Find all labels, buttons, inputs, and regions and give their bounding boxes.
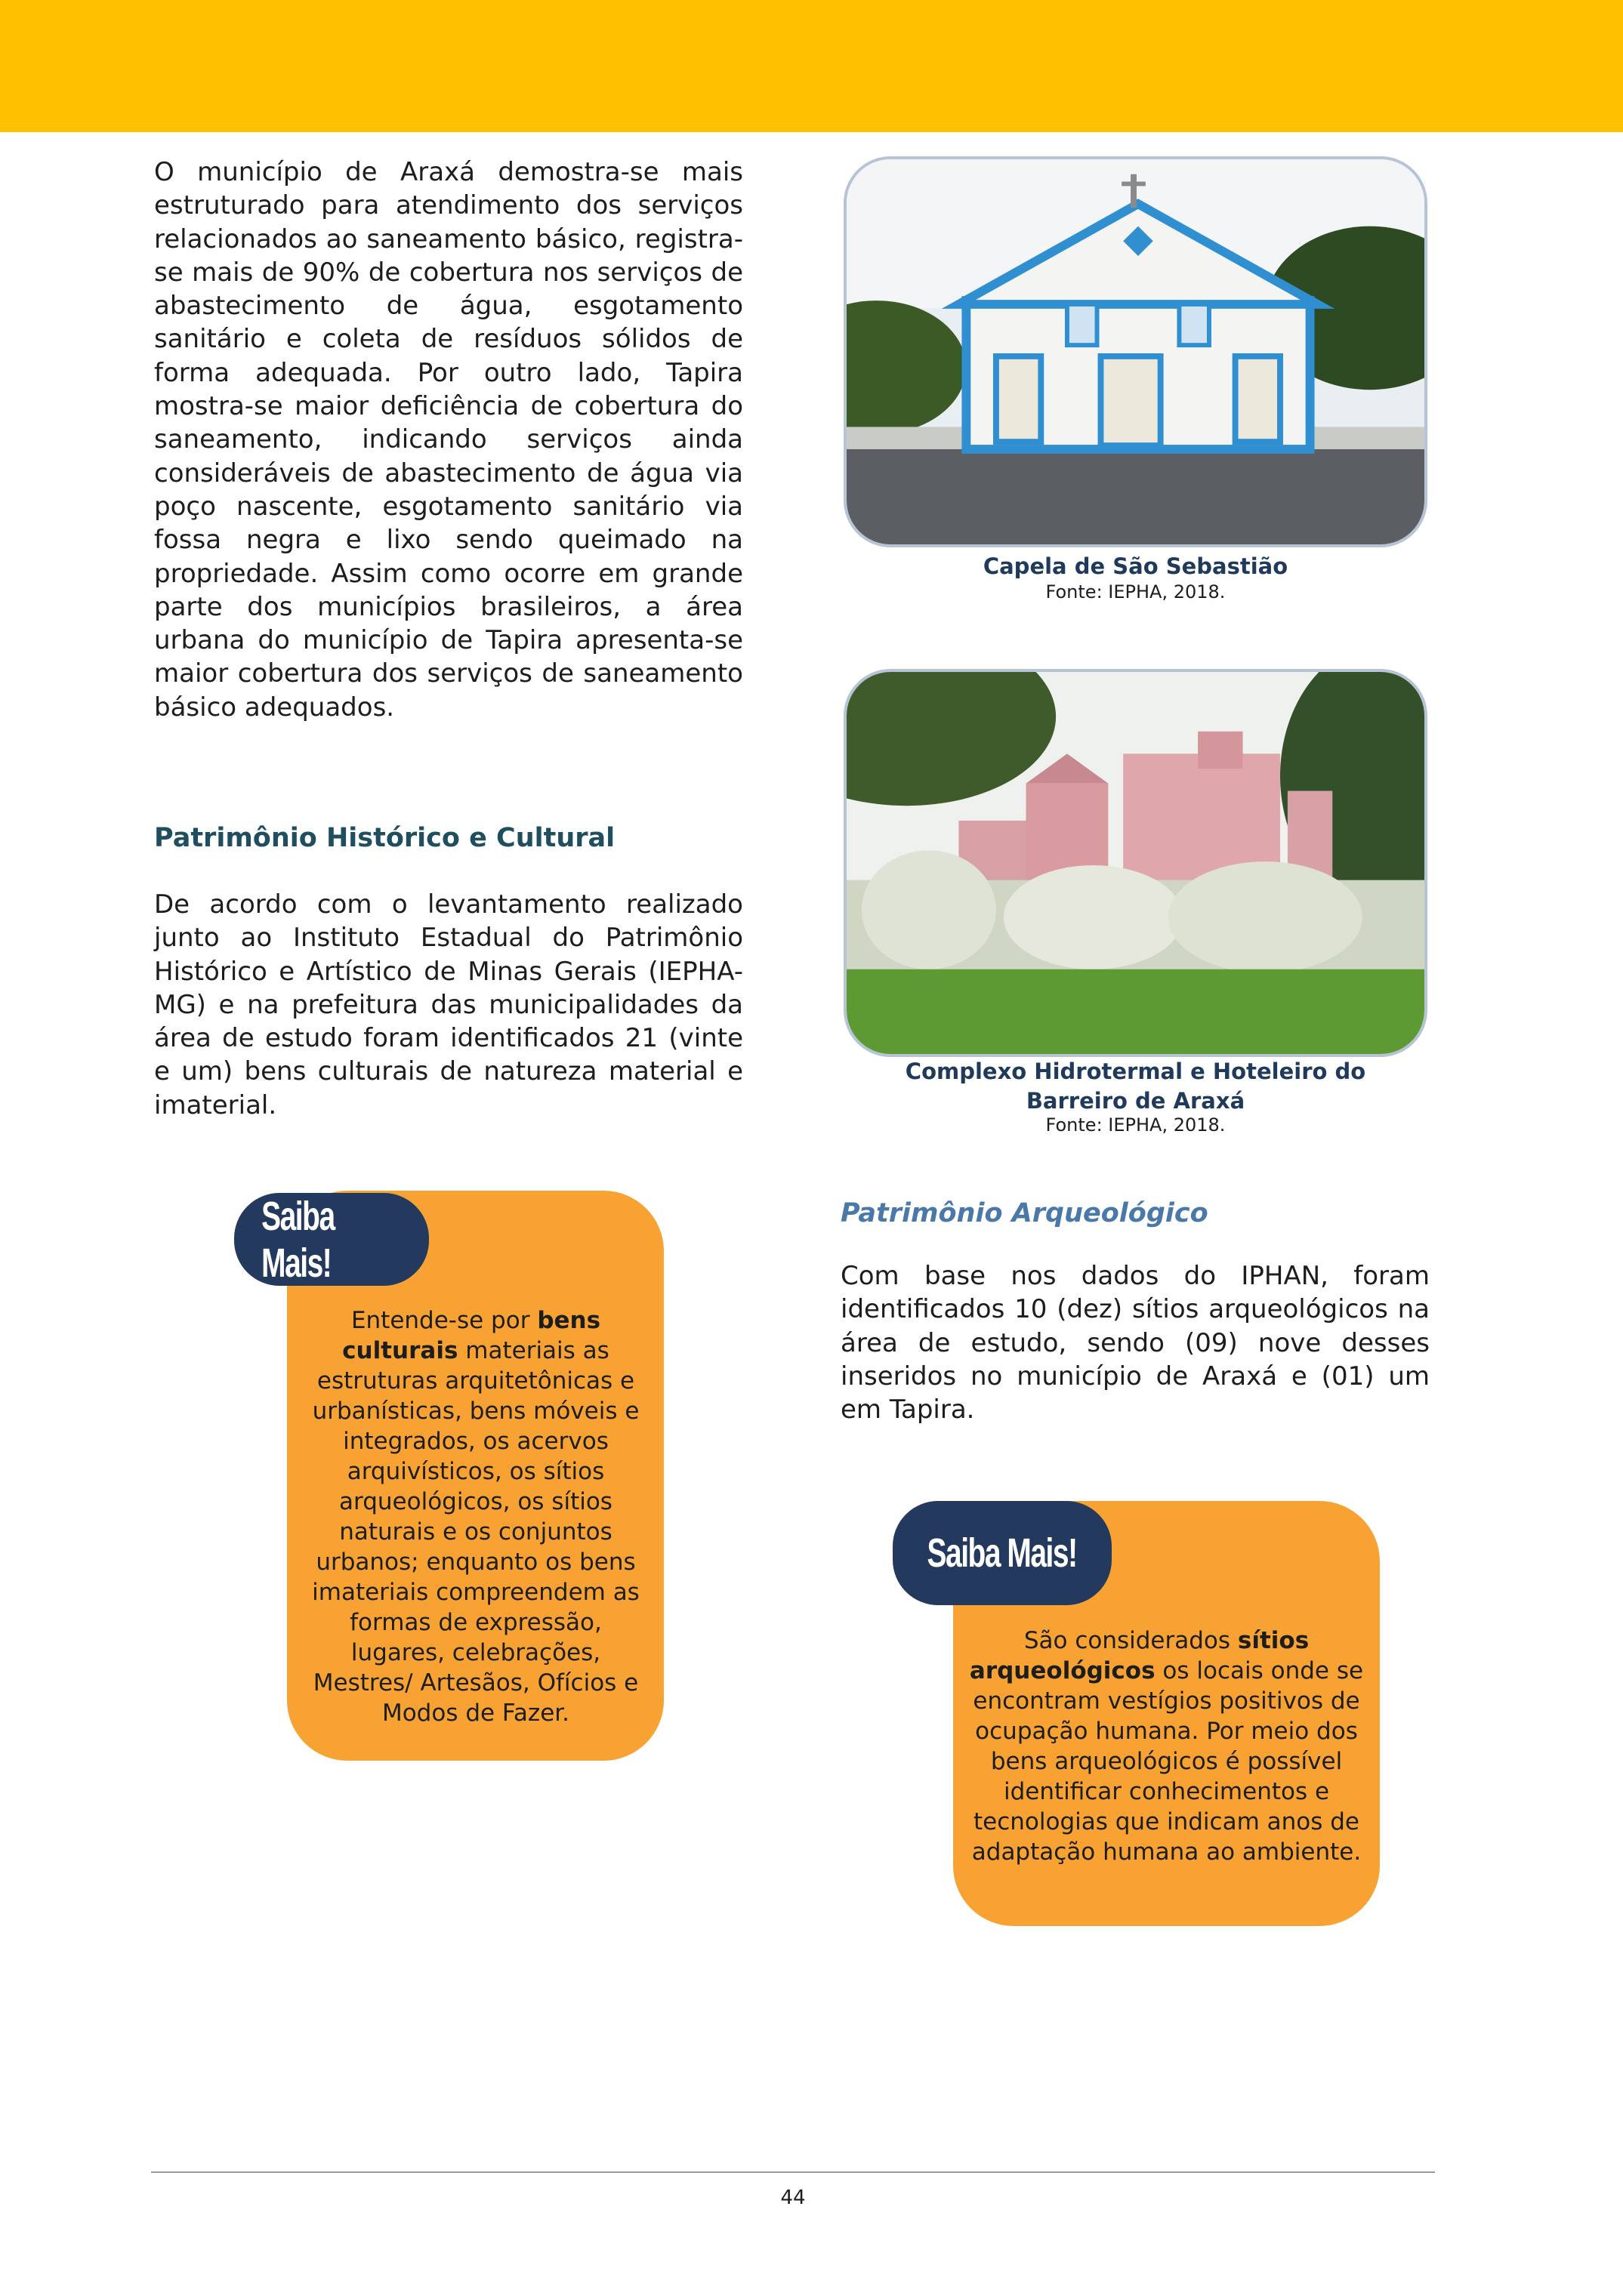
header-bar	[0, 0, 1623, 132]
saiba1-bold-term: bens culturais	[342, 1307, 601, 1364]
saiba1-post: materiais as estruturas arquitetônicas e urbanísticas, bens móveis e integrados, os acervos arquivísticos, os sítios arqueológicos, os sítios naturais e os conjuntos urbanos; enquanto os bens imateriais compreendem as formas de expressão, lugares, celebrações, Mestres/ Artesãos, Ofícios e Modos de Fazer.	[312, 1337, 640, 1727]
photo-capela-sao-sebastiao	[844, 156, 1427, 547]
source-capela: Fonte: IEPHA, 2018.	[1045, 581, 1226, 603]
intro-paragraph: O município de Araxá demostra-se mais estruturado para atendimento dos serviços relacionados ao saneamento básico, registra-se mais de 90% de cobertura nos serviços de abastecimento de água, esgotamento sanitário e coleta de resíduos sólidos de forma adequada. Por outro lado, Tapira mostra-se maior deficiência de cobertura do saneamento, indicando serviços ainda consideráveis de abastecimento de água via poço nascente, esgotamento sanitário via fossa negra e lixo sendo queimado na propriedade. Assim como ocorre em grande parte dos municípios brasileiros, a área urbana do município de Tapira apresenta-se maior cobertura dos serviços de saneamento básico adequados.	[154, 157, 743, 723]
saiba1-pre: Entende-se por	[350, 1307, 538, 1334]
caption-capela: Capela de São Sebastião	[983, 553, 1288, 579]
section-heading-historico: Patrimônio Histórico e Cultural	[154, 823, 616, 853]
arqueologico-paragraph: Com base nos dados do IPHAN, foram identificados 10 (dez) sítios arqueológicos na área de estudo, sendo (09) nove desses inseridos no município de Araxá e (01) um em Tapira.	[841, 1261, 1430, 1425]
saiba2-bold-term: sítios arqueológicos	[969, 1627, 1310, 1684]
photo-complexo-barreiro	[844, 669, 1427, 1057]
caption-complexo-line1: Complexo Hidrotermal e Hoteleiro do	[905, 1059, 1366, 1084]
saiba2-pre: São considerados	[1023, 1627, 1238, 1654]
source-complexo: Fonte: IEPHA, 2018.	[1045, 1114, 1226, 1136]
saiba-mais-badge	[893, 1501, 1112, 1605]
historico-paragraph: De acordo com o levantamento realizado junto ao Instituto Estadual do Patrimônio Histórico e Artístico de Minas Gerais (IEPHA-MG) e na prefeitura das municipalidades da área de estudo foram identificados 21 (vinte e um) bens culturais de natureza material e imaterial.	[154, 889, 743, 1120]
caption-complexo-line2: Barreiro de Araxá	[1026, 1088, 1245, 1114]
saiba-mais-text-sitios	[961, 1626, 1372, 1867]
saiba-mais-badge-label: Saiba Mais!	[927, 1530, 1078, 1576]
page-number: 44	[780, 2187, 806, 2209]
footer-divider	[151, 2171, 1435, 2173]
caption-complexo	[844, 1057, 1427, 1116]
saiba-mais-badge	[234, 1193, 429, 1286]
section-heading-arqueologico: Patrimônio Arqueológico	[841, 1198, 1208, 1228]
saiba-mais-badge-label: Saiba Mais!	[261, 1193, 335, 1286]
saiba2-post: os locais onde se encontram vestígios positivos de ocupação humana. Por meio dos bens arqueológicos é possível identificar conhecimentos e tecnologias que indicam anos de adaptação humana ao ambiente.	[971, 1657, 1364, 1866]
saiba-mais-text-bens-culturais	[302, 1305, 650, 1728]
